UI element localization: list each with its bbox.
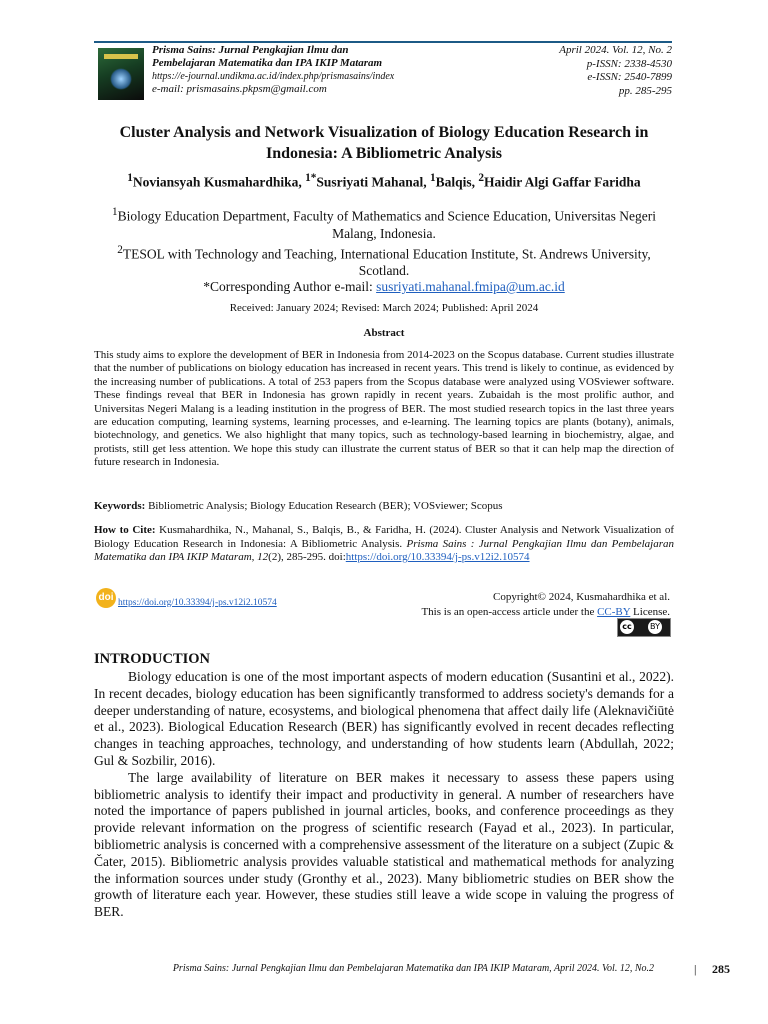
p-issn: p-ISSN: 2338-4530 bbox=[586, 57, 672, 70]
section-heading-introduction: INTRODUCTION bbox=[94, 651, 211, 667]
issue-date: April 2024. Vol. 12, No. 2 bbox=[559, 44, 672, 56]
affiliations bbox=[94, 204, 674, 279]
corresponding-author bbox=[94, 279, 674, 295]
license-text: This is an open-access article under the bbox=[421, 606, 598, 618]
copyright-line: Copyright© 2024, Kusmahardhika et al. bbox=[493, 591, 670, 603]
abstract-heading: Abstract bbox=[363, 327, 405, 339]
cite-label: How to Cite: bbox=[94, 524, 156, 536]
cite-text: Kusmahardhika, N., Mahanal, S., Balqis, B., & Faridha, H. (2024). Cluster Analysis and Network Visualization of Biology Education Research in Indonesia: A Bibliometric Analysis. bbox=[94, 524, 674, 550]
author-name: Haidir Algi Gaffar Faridha bbox=[484, 174, 641, 190]
author-sup: 1 bbox=[127, 172, 133, 184]
intro-paragraph-1: Biology education is one of the most important aspects of modern education (Susantini et al., 2022). In recent decades, biology education has been significantly transformed to address society's demands for a deeper understanding of nature, ecosystems, and biological phenomena that affect daily life (Aleknavičiūtė et al., 2023). Biological Education Research (BER) has significantly evolved in recent decades reflecting changes in teaching approaches, technology, and understanding of how students learn (Abdullah, 2022; Gul & Sozbilir, 2016). bbox=[94, 669, 674, 768]
paper-title: Cluster Analysis and Network Visualization of Biology Education Research in Indonesia: A Bibliometric Analysis bbox=[119, 124, 649, 162]
affiliation-text: Biology Education Department, Faculty of Mathematics and Science Education, Universitas Negeri Malang, Indonesia. bbox=[117, 208, 656, 241]
author-name: Balqis, bbox=[435, 174, 479, 190]
e-issn: e-ISSN: 2540-7899 bbox=[587, 71, 672, 83]
cite-doi-link[interactable]: https://doi.org/10.33394/j-ps.v12i2.10574 bbox=[345, 551, 530, 564]
by-icon: BY bbox=[648, 620, 662, 634]
corresponding-label: *Corresponding Author e-mail: bbox=[203, 279, 377, 294]
journal-header-left bbox=[152, 44, 452, 96]
affiliation-2 bbox=[94, 242, 674, 280]
affiliation-text: TESOL with Technology and Teaching, International Education Institute, St. Andrews University, Scotland. bbox=[122, 246, 651, 278]
publication-dates: Received: January 2024; Revised: March 2024; Published: April 2024 bbox=[229, 302, 539, 314]
page-number: 285 bbox=[712, 962, 730, 976]
doi-icon: doi bbox=[96, 588, 116, 608]
author-sup: 1* bbox=[305, 172, 317, 184]
keywords-label: Keywords: bbox=[94, 500, 146, 512]
author-sup: 1 bbox=[430, 172, 436, 184]
introduction-body bbox=[94, 669, 674, 921]
footer-separator: | bbox=[694, 962, 697, 976]
doi-link[interactable]: https://doi.org/10.33394/j-ps.v12i2.10574 bbox=[118, 598, 277, 608]
intro-paragraph-2: The large availability of literature on BER makes it necessary to assess these papers using bibliometric analysis to identify their impact and productivity in general. A number of researchers have noted the importance of papers published in journal articles, books, and conference proceedings as they provide relevant information on the progress of scientific research (Fayad et al., 2023). In particular, bibliometric analysis is concerned with a comprehensive assessment of the literature on a subject (Zupic & Čater, 2015). Bibliometric analysis provides valuable statistical and mathematical methods for analyzing the information sources under study (Gronthy et al., 2023). Many bibliometric studies on BER show the growth of literature each year. However, these studies still leave a wide scope in valuing the progress of BER. bbox=[94, 769, 674, 920]
affiliation-sup: 2 bbox=[117, 243, 123, 256]
journal-name-line2: Pembelajaran Matematika dan IPA IKIP Mataram bbox=[152, 57, 383, 69]
affiliation-sup: 1 bbox=[112, 206, 118, 218]
journal-name-line1: Prisma Sains: Jurnal Pengkajian Ilmu dan bbox=[152, 44, 349, 56]
keywords-text: Bibliometric Analysis; Biology Education Research (BER); VOSviewer; Scopus bbox=[145, 500, 503, 512]
author-sup: 2 bbox=[478, 172, 485, 184]
cc-by-link[interactable]: CC-BY bbox=[597, 606, 631, 618]
author-name: Susriyati Mahanal, bbox=[316, 174, 431, 190]
page-footer-journal: Prisma Sains: Jurnal Pengkajian Ilmu dan Pembelajaran Matematika dan IPA IKIP Mataram, April 2024. Vol. 12, No.2 bbox=[172, 963, 654, 974]
copyright-notice bbox=[340, 590, 670, 620]
author-name: Noviansyah Kusmahardhika, bbox=[132, 174, 306, 190]
license-text-end: License. bbox=[630, 606, 670, 618]
journal-url[interactable]: https://e-journal.undikma.ac.id/index.php/prismasains/index bbox=[152, 71, 395, 82]
cc-icon: cc bbox=[620, 620, 634, 634]
header-rule bbox=[94, 41, 672, 43]
cite-text-2: (2), 285-295. doi: bbox=[268, 551, 346, 564]
journal-email: e-mail: prismasains.pkpsm@gmail.com bbox=[152, 83, 327, 95]
corresponding-email-link[interactable]: susriyati.mahanal.fmipa@um.ac.id bbox=[376, 279, 565, 294]
affiliation-1 bbox=[94, 204, 674, 242]
cite-journal: Prisma Sains : Jurnal Pengkajian Ilmu dan Pembelajaran Matematika dan IPA IKIP Mataram, 12 bbox=[94, 537, 674, 564]
journal-header-right bbox=[452, 44, 672, 98]
author-list bbox=[94, 170, 674, 191]
journal-cover-image bbox=[98, 48, 144, 100]
abstract-text: This study aims to explore the development of BER in Indonesia from 2014-2023 on the Scopus database. Current studies illustrate that the number of publications on biology education has increased in recent years. This trend is likely to continue, as evidenced by the increasing number of publications. A total of 253 papers from the Scopus database were analyzed using VOSviewer software. These findings reveal that BER in Indonesia has grown rapidly in recent years. Zubaidah is the most prolific author, and Universitas Negeri Malang is a leading institution in the progress of BER. The most studied research topics in the last three years are education computing, learning systems, learning processes, and e-learning. The learning topics are plants (botany), animals, biotechnology, and genetics. We also highlight that many topics, such as technology-based learning in biochemistry, algae, and protists, still get less attention. We hope this study can illustrate the current status of BER so that it can help map the direction of future research in Indonesia. bbox=[94, 349, 674, 469]
page-range: pp. 285-295 bbox=[618, 84, 672, 97]
keywords bbox=[94, 500, 674, 512]
cc-by-icon[interactable] bbox=[617, 618, 671, 637]
how-to-cite bbox=[94, 524, 674, 565]
